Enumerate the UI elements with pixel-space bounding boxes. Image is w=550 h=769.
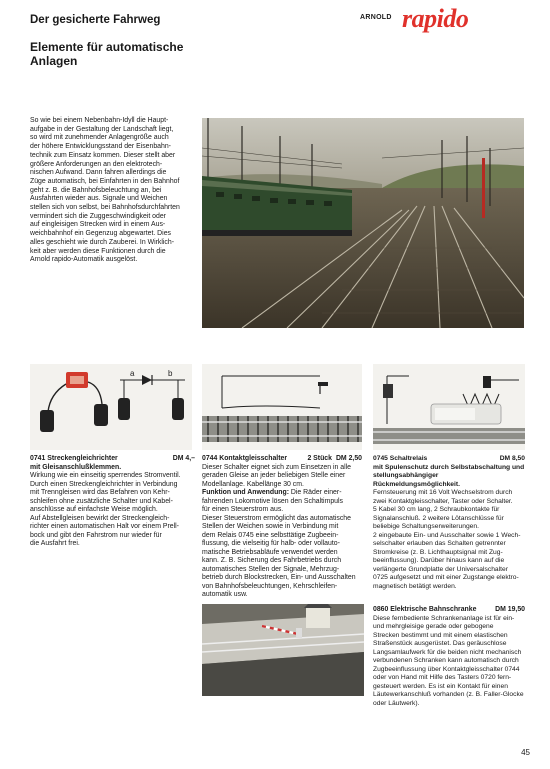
product-image-0745 [373,364,525,450]
product-0745-subtitle-2: stellungsabhängiger Rückmeldungsmöglichkeit. [373,472,460,488]
intro-paragraph: So wie bei einem Nebenbahn-Idyll die Haupt- aufgabe in der Gestaltung der Landschaft liegt, so wird mit zunehmender Anlagengröße auch der höhere Entwicklungsstand der Eisenbahn- technik zum Einsatz kommen. Dieser stellt aber größere Anforderungen an den elektrotech- nischen Aufwand. Dann fahren allerdings die Züge automatisch, bei Einfahrten in den Bahnhof geht z. B. die Bahnhofsbeleuchtung an, bei Ausfahrten wieder aus. Signale und Weichen stellen sich von selbst, bei Bahnhofsdurchfahrten vermindert sich die Zuggeschwindigkeit oder auf eingleisigen Strecken wird in einem Aus- weichbahnhof ein Gegenzug abgewartet. Dies alles geschieht wie durch Zauberei. In Wirklich- keit aber werden diese Funktionen durch die Arnold rapido-Automatik ausgelöst. [30,117,180,264]
level-crossing-image [202,604,364,696]
rectifier-diagram-image [30,364,192,450]
product-0744-function-text: Die Räder einer- fahrenden Lokomotive lösen den Schaltimpuls für einen Steuerstrom aus. Dieser Steuerstrom ermöglicht das automatische Stellen der Weichen sowie in Verbindung mit dem Relais 0745 eine selbsttätige Zugbeein- flussung, die vielseitig für halb- oder vollauto- matische Betriebsabläufe verwendet werden kann. Z. B. Sicherung des Fahrbetriebs durch automatisches Stellen der Signale, Mehrzug- betrieb durch Blockstrecken, Ein- und Ausschalten von Bahnhofsbeleuchtungen, Kehrschleifen- automatik usw. [202,489,356,598]
product-0745 [373,455,525,591]
product-0745-description: Fernsteuerung mit 16 Volt Wechselstrom durch zwei Kontaktgleisschalter, Taster oder Schalter. 5 Kabel 30 cm lang, 2 Schraubkontakte für Signalanschluß. 2 weitere Lötanschlüsse für beliebige Schaltungserweiterungen. 2 eingebaute Ein- und Ausschalter sowie 1 Wech- selschalter erlauben das Schalten getrennter Stromkreise (z. B. Lichthauptsignal mit Zug- beeinflussung). Darüber hinaus kann auf die verlängerte Grundplatte der Universalschalter 0725 aufgesetzt und mit einer Zugstange elektro- magnetisch betätigt werden. [373,489,521,590]
product-0741-name: 0741 Streckengleichrichter [30,455,118,462]
product-image-0744 [202,364,362,450]
diagram-label-a: a [130,369,135,378]
arnold-rapido-logo [360,4,530,33]
page-title-line-2: Anlagen [30,54,78,68]
product-0860 [373,606,525,708]
product-0860-name: 0860 Elektrische Bahnschranke [373,606,477,613]
railway-scene-image [202,118,524,328]
main-photo-railway [202,118,524,328]
product-0745-title [373,455,525,489]
product-0741-subtitle: mit Gleisanschlußklemmen. [30,463,122,471]
page-number: 45 [521,748,530,757]
product-0744-description: Dieser Schalter eignet sich zum Einsetzen in alle geraden Gleise an jeder beliebigen Stelle einer Modellanlage. Kabellänge 30 cm. [202,463,351,488]
product-0741 [30,455,195,549]
logo-rapido-text: rapido [402,4,469,33]
product-0744-qty: 2 Stück [307,455,332,462]
product-0745-subtitle-1: mit Spulenschutz durch Selbstabschaltung und [373,463,525,471]
product-0741-title [30,455,195,472]
section-kicker: Der gesicherte Fahrweg [30,14,161,26]
relay-image [373,364,525,450]
product-0744-title [202,455,362,464]
product-0744 [202,455,362,600]
product-image-0741 [30,364,192,450]
logo-arnold-text: ARNOLD [360,14,392,21]
product-0745-name: 0745 Schaltrelais [373,455,428,462]
product-0860-price: DM 19,50 [495,606,525,613]
product-0741-description: Wirkung wie ein einseitig sperrendes Stromventil. Durch einen Streckengleichrichter in Verbindung mit Trenngleisen wird das Befahren von Kehr- schleifen ohne zusätzliche Schalter und Kabel- anschlüsse auf einfachste Weise möglich. Auf Abstellgleisen bewirkt der Streckengleich- richter einen automatischen Halt vor einem Prell- bock und gibt den Fahrstrom nur wieder für die Ausfahrt frei. [30,472,181,547]
product-0745-price: DM 8,50 [499,455,525,462]
diagram-label-b: b [168,369,173,378]
product-0744-price: DM 2,50 [335,455,362,462]
product-image-0860 [202,604,364,696]
page-title [30,40,183,68]
product-0744-name: 0744 Kontaktgleisschalter [202,455,288,462]
product-0741-price: DM 4,– [172,455,195,462]
contact-track-image [202,364,362,450]
product-0860-description: Diese fernbediente Schrankenanlage ist für ein- und mehrgleisige gerade oder gebogene Strecken bestimmt und mit einem elastischen Straßenstück ausgerüstet. Das geräuschlose Langsamlaufwerk für die beiden nicht mechanisch verbundenen Schranken kann automatisch durch Zugbeeinflussung über Kontaktgleisschalter 0744 oder von Hand mit Hilfe des Tasters 0720 fern- gesteuert werden. Es ist ein Kontakt für einen Läutewerkanschluß vorhanden (z. B. Faller-Glocke oder Läutwerk). [373,614,524,707]
page-title-line-1: Elemente für automatische [30,40,184,54]
product-0860-title [373,606,525,615]
product-0744-function-heading: Funktion und Anwendung: [202,489,290,496]
